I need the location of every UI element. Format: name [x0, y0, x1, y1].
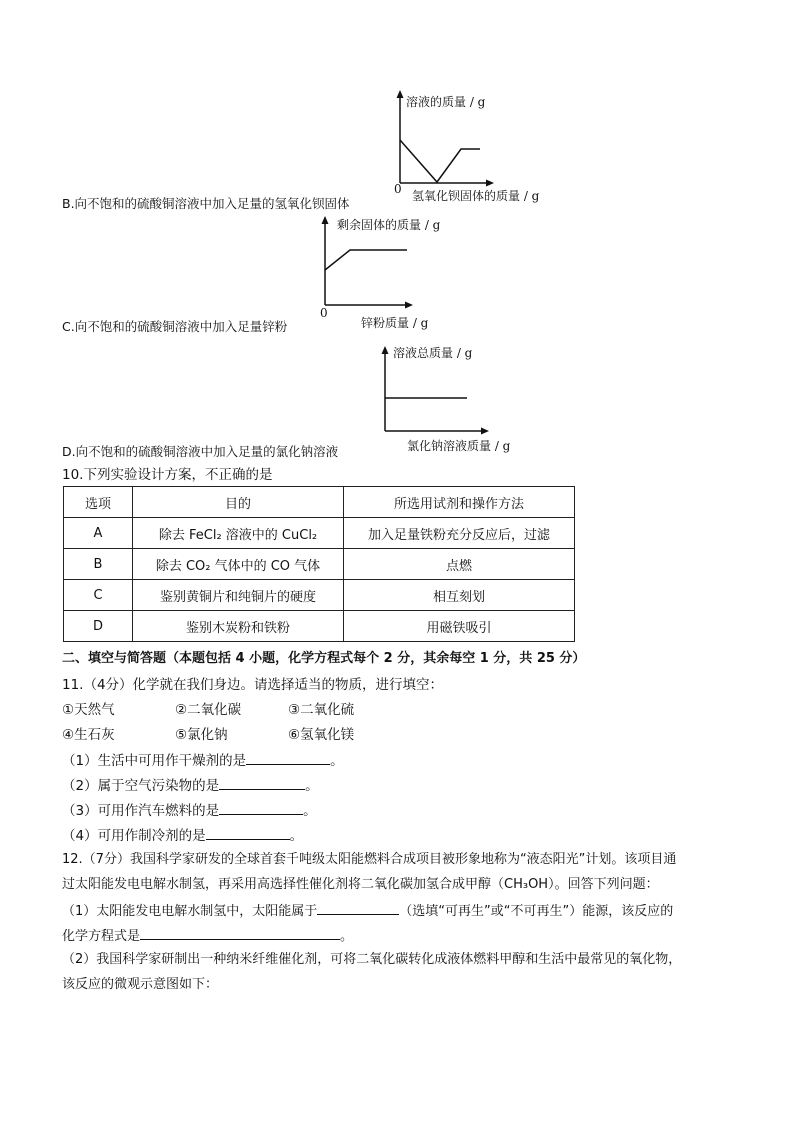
row-option: B	[64, 549, 133, 580]
header-cell: 选项	[64, 487, 133, 518]
graph-d	[365, 336, 565, 461]
answer-blank[interactable]	[219, 776, 305, 790]
q12-part1-text: （1）太阳能发电电解水制氢中，太阳能属于	[62, 904, 318, 919]
q10-table	[63, 486, 575, 642]
q11-choice: ⑤氯化钠	[175, 727, 228, 743]
q11-item-text: （4）可用作制冷剂的是	[62, 828, 206, 844]
row-purpose: 鉴别黄铜片和纯铜片的硬度	[133, 580, 344, 611]
row-option: D	[64, 611, 133, 642]
q11-item-end: 。	[330, 753, 344, 769]
q11-choice: ②二氧化碳	[175, 702, 242, 718]
graph-b-origin: 0	[394, 182, 402, 196]
header-cell: 所选用试剂和操作方法	[344, 487, 575, 518]
row-method: 用磁铁吸引	[344, 611, 575, 642]
graph-d-y-label: 溶液总质量 / g	[393, 346, 473, 360]
q11-choice: ①天然气	[62, 702, 115, 718]
graph-c	[305, 210, 485, 335]
graph-b-x-label: 氢氧化钡固体的质量 / g	[412, 189, 540, 203]
q11-stem: 11.（4分）化学就在我们身边。请选择适当的物质，进行填空：	[62, 677, 444, 693]
row-purpose: 除去 CO₂ 气体中的 CO 气体	[133, 549, 344, 580]
option-d-text: D.向不饱和的硫酸铜溶液中加入足量的氯化钠溶液	[62, 444, 339, 459]
q12-part2-line-1: （2）我国科学家研制出一种纳米纤维催化剂，可将二氧化碳转化成液体燃料甲醇和生活中最常见的氧化物，	[62, 952, 682, 967]
graph-b-curve	[400, 140, 480, 182]
answer-blank[interactable]	[206, 826, 290, 840]
q11-choice: ④生石灰	[62, 727, 115, 743]
q11-item-text: （1）生活中可用作干燥剂的是	[62, 753, 247, 769]
equation-blank[interactable]	[140, 926, 340, 940]
q11-item-4	[62, 826, 303, 845]
q12-stem-line-2: 过太阳能发电电解水制氢，再采用高选择性催化剂将二氧化碳加氢合成甲醇（CH₃OH）。回答下列问题：	[62, 877, 659, 892]
graph-b-y-label: 溶液的质量 / g	[406, 95, 486, 109]
table-row	[64, 518, 575, 549]
answer-blank[interactable]	[317, 901, 399, 915]
q11-choice: ③二氧化硫	[288, 702, 355, 718]
graph-c-curve	[325, 250, 407, 270]
option-c-text: C.向不饱和的硫酸铜溶液中加入足量锌粉	[62, 319, 288, 334]
row-purpose: 鉴别木炭粉和铁粉	[133, 611, 344, 642]
q12-part2-line-2: 该反应的微观示意图如下：	[62, 977, 219, 992]
answer-blank[interactable]	[246, 751, 330, 765]
q12-part1-equation-label: 化学方程式是	[62, 929, 141, 944]
row-method: 相互刻划	[344, 580, 575, 611]
q11-item-text: （3）可用作汽车燃料的是	[62, 803, 220, 819]
q11-item-1	[62, 751, 344, 770]
row-option: A	[64, 518, 133, 549]
table-row	[64, 549, 575, 580]
table-header-row	[64, 487, 575, 518]
q11-item-2	[62, 776, 319, 795]
q11-item-end: 。	[303, 803, 317, 819]
q12-stem-line-1: 12.（7分）我国科学家研发的全球首套千吨级太阳能燃料合成项目被形象地称为“液态阳光”计划。该项目通	[62, 852, 677, 867]
q11-item-end: 。	[289, 828, 304, 844]
graph-d-x-label: 氯化钠溶液质量 / g	[407, 439, 511, 453]
q10-stem: 10.下列实验设计方案，不正确的是	[62, 467, 273, 483]
q11-item-end: 。	[305, 778, 319, 794]
row-method: 点燃	[344, 549, 575, 580]
row-option: C	[64, 580, 133, 611]
answer-blank[interactable]	[219, 801, 303, 815]
row-purpose: 除去 FeCl₂ 溶液中的 CuCl₂	[133, 518, 344, 549]
option-b-text: B.向不饱和的硫酸铜溶液中加入足量的氢氧化钡固体	[62, 196, 350, 211]
row-method: 加入足量铁粉充分反应后，过滤	[344, 518, 575, 549]
q11-choice: ⑥氢氧化镁	[288, 727, 355, 743]
table-row	[64, 580, 575, 611]
q12-part1-line-1	[62, 901, 673, 921]
section-title: 二、填空与简答题（本题包括 4 小题，化学方程式每个 2 分，其余每空 1 分，共 25 分）	[62, 651, 586, 666]
q12-part1-text-cont: （选填“可再生”或“不可再生”）能源，该反应的	[399, 904, 674, 919]
table-row	[64, 611, 575, 642]
graph-c-x-label: 锌粉质量 / g	[361, 316, 429, 330]
q11-item-3	[62, 801, 317, 820]
header-cell: 目的	[133, 487, 344, 518]
graph-b	[380, 88, 580, 208]
q12-part1-line-2	[62, 926, 353, 946]
graph-c-origin: 0	[320, 306, 328, 320]
q11-item-text: （2）属于空气污染物的是	[62, 778, 220, 794]
graph-c-y-label: 剩余固体的质量 / g	[337, 218, 441, 232]
q12-part1-end: 。	[340, 929, 354, 944]
